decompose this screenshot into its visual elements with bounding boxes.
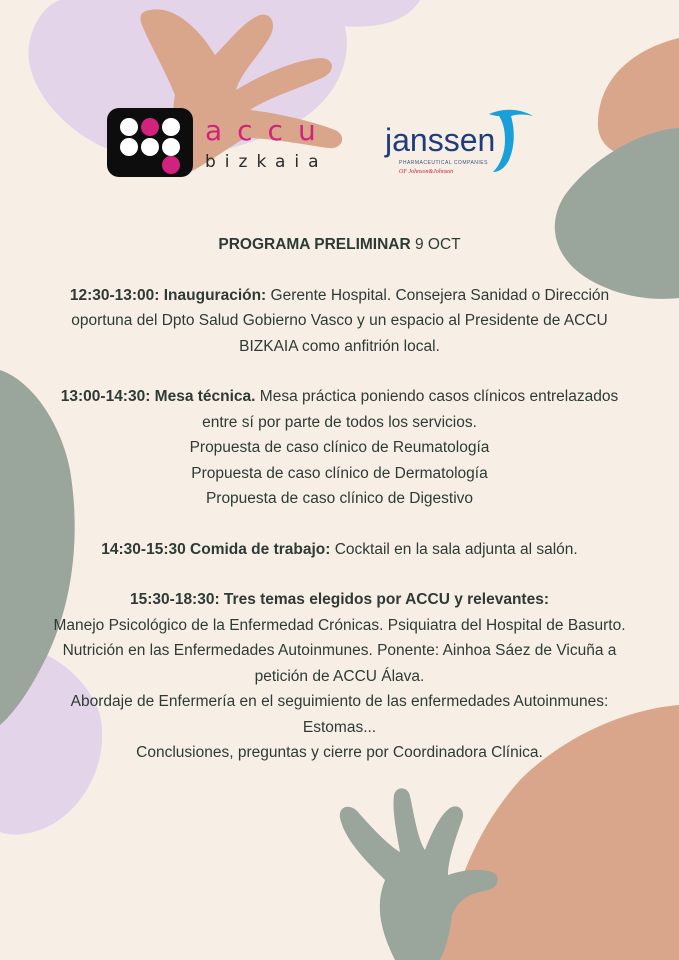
session-heading: 15:30-18:30: Tres temas elegidos por ACCU y relevantes: [130,591,549,608]
session-text [48,283,631,360]
topic-item: Conclusiones, preguntas y cierre por Coordinadora Clínica. [136,744,543,761]
janssen-logo [385,104,545,184]
session-description: Cocktail en la sala adjunta al salón. [334,540,578,558]
dot-white [162,138,180,156]
session-heading-line [48,587,631,613]
program-date: 9 OCT [414,236,461,253]
topic-item: Abordaje de Enfermería en el seguimiento de las enfermedades Autoinmunes: Estomas... [70,693,609,736]
janssen-wordmark: janssen [385,122,496,158]
dot-white [162,118,180,136]
dot-magenta [162,156,180,174]
program-content [48,232,631,766]
session-description: Mesa práctica poniendo casos clínicos entrelazados entre sí por parte de todos los servicios. [202,388,619,431]
session-heading: 12:30-13:00: Inauguración: [69,286,267,304]
janssen-subline: PHARMACEUTICAL COMPANIES [399,160,488,166]
dot-magenta [141,118,159,136]
accu-bizkaia-logo [105,106,345,182]
session-temas [48,587,631,766]
case-item: Propuesta de caso clínico de Reumatología [189,439,490,456]
program-title-label: PROGRAMA PRELIMINAR [218,236,411,253]
program-title [48,232,631,258]
topic-item: Nutrición en las Enfermedades Autoinmunes. Ponente: Ainhoa Sáez de Vicuña a petición de ACCU Álava. [62,642,617,685]
accu-wordmark: accu [205,114,331,147]
session-heading: 13:00-14:30: Mesa técnica. [60,388,256,405]
case-item: Propuesta de caso clínico de Dermatología [191,464,488,482]
janssen-swoosh-icon [485,106,537,176]
session-text [48,537,631,563]
topic-item: Manejo Psicológico de la Enfermedad Crónicas. Psiquiatra del Hospital de Basurto. [53,616,626,634]
session-text [48,384,631,435]
dot-white [141,138,159,156]
session-mesa-tecnica [48,384,631,512]
session-heading: 14:30-15:30 Comida de trabajo: [101,540,331,558]
case-item: Propuesta de caso clínico de Digestivo [205,490,474,507]
dot-white [120,138,138,156]
accu-dots-mark [107,108,193,177]
dot-white [120,118,138,136]
johnson-johnson-subline: OF Johnson&Johnson [399,169,454,175]
session-inauguracion [48,283,631,360]
session-comida [48,537,631,563]
session-description: Gerente Hospital. Consejera Sanidad o Dirección oportuna del Dpto Salud Gobierno Vasco y un espacio al Presidente de ACCU BIZKAIA como anfitrión local. [71,286,610,355]
bizkaia-wordmark: bizkaia [205,152,328,172]
